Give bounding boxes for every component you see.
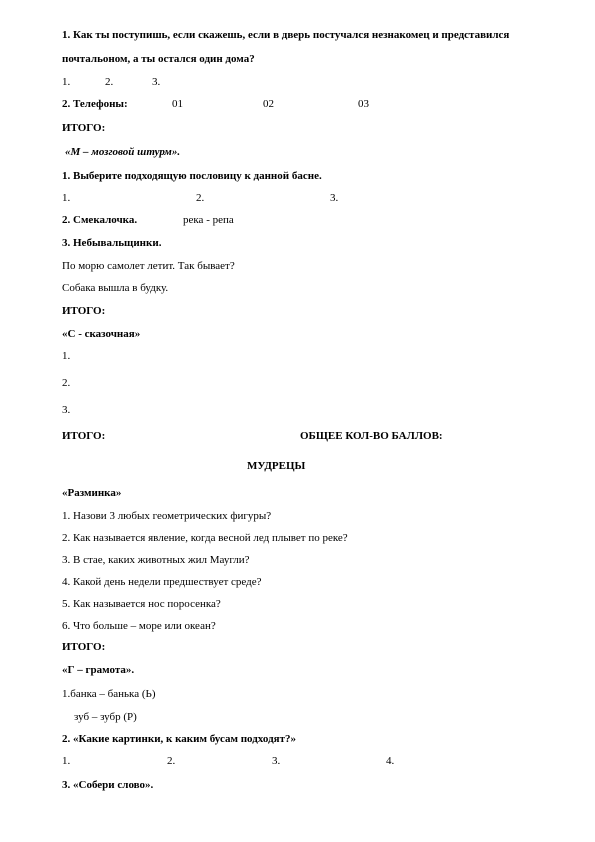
answer-3: 3. xyxy=(272,755,281,767)
phone-02: 02 xyxy=(263,98,274,110)
s-item-3: 3. xyxy=(62,404,71,416)
warmup-question: 1. Назови 3 любых геометрических фигуры? xyxy=(62,510,272,522)
m-question-2-words: река - репа xyxy=(183,214,234,226)
section-title-m: «М – мозговой штурм». xyxy=(65,146,181,158)
warmup-question: 6. Что больше – море или океан? xyxy=(62,620,216,632)
answer-2: 2. xyxy=(196,192,205,204)
total-label: ИТОГО: xyxy=(62,430,106,442)
phone-01: 01 xyxy=(172,98,183,110)
s-item-2: 2. xyxy=(62,377,71,389)
question-1-line-1: 1. Как ты поступишь, если скажешь, если в дверь постучался незнакомец и представился xyxy=(62,29,510,41)
m-question-3-line-1: По морю самолет летит. Так бывает? xyxy=(62,260,235,272)
g-question-2: 2. «Какие картинки, к каким бусам подходят?» xyxy=(62,733,296,745)
warmup-title: «Разминка» xyxy=(62,487,122,499)
m-question-2-label: 2. Смекалочка. xyxy=(62,214,138,226)
warmup-question: 2. Как называется явление, когда весной лед плывет по реке? xyxy=(62,532,348,544)
m-question-3: 3. Небывальщинки. xyxy=(62,237,162,249)
question-1-line-2: почтальоном, а ты остался один дома? xyxy=(62,53,255,65)
total-score-label: ОБЩЕЕ КОЛ-ВО БАЛЛОВ: xyxy=(300,430,443,442)
warmup-question: 5. Как называется нос поросенка? xyxy=(62,598,221,610)
total-label: ИТОГО: xyxy=(62,305,106,317)
section-title-s: «С - сказочная» xyxy=(62,328,141,340)
m-question-3-line-2: Собака вышла в будку. xyxy=(62,282,169,294)
answer-1: 1. xyxy=(62,755,71,767)
g-line-2: зуб – зубр (Р) xyxy=(74,711,137,723)
phone-03: 03 xyxy=(358,98,369,110)
g-question-3: 3. «Собери слово». xyxy=(62,779,154,791)
g-line-1: 1.банка – банька (Ь) xyxy=(62,688,156,700)
s-item-1: 1. xyxy=(62,350,71,362)
answer-1: 1. xyxy=(62,192,71,204)
answer-3: 3. xyxy=(152,76,161,88)
total-label: ИТОГО: xyxy=(62,122,106,134)
phones-label: 2. Телефоны: xyxy=(62,98,128,110)
total-label: ИТОГО: xyxy=(62,641,106,653)
warmup-question: 4. Какой день недели предшествует среде? xyxy=(62,576,262,588)
answer-2: 2. xyxy=(167,755,176,767)
m-question-1: 1. Выберите подходящую пословицу к данной басне. xyxy=(62,170,322,182)
answer-1: 1. xyxy=(62,76,71,88)
team-title: МУДРЕЦЫ xyxy=(247,460,306,472)
warmup-question: 3. В стае, каких животных жил Маугли? xyxy=(62,554,250,566)
answer-4: 4. xyxy=(386,755,395,767)
answer-3: 3. xyxy=(330,192,339,204)
answer-2: 2. xyxy=(105,76,114,88)
section-title-g: «Г – грамота». xyxy=(62,664,135,676)
